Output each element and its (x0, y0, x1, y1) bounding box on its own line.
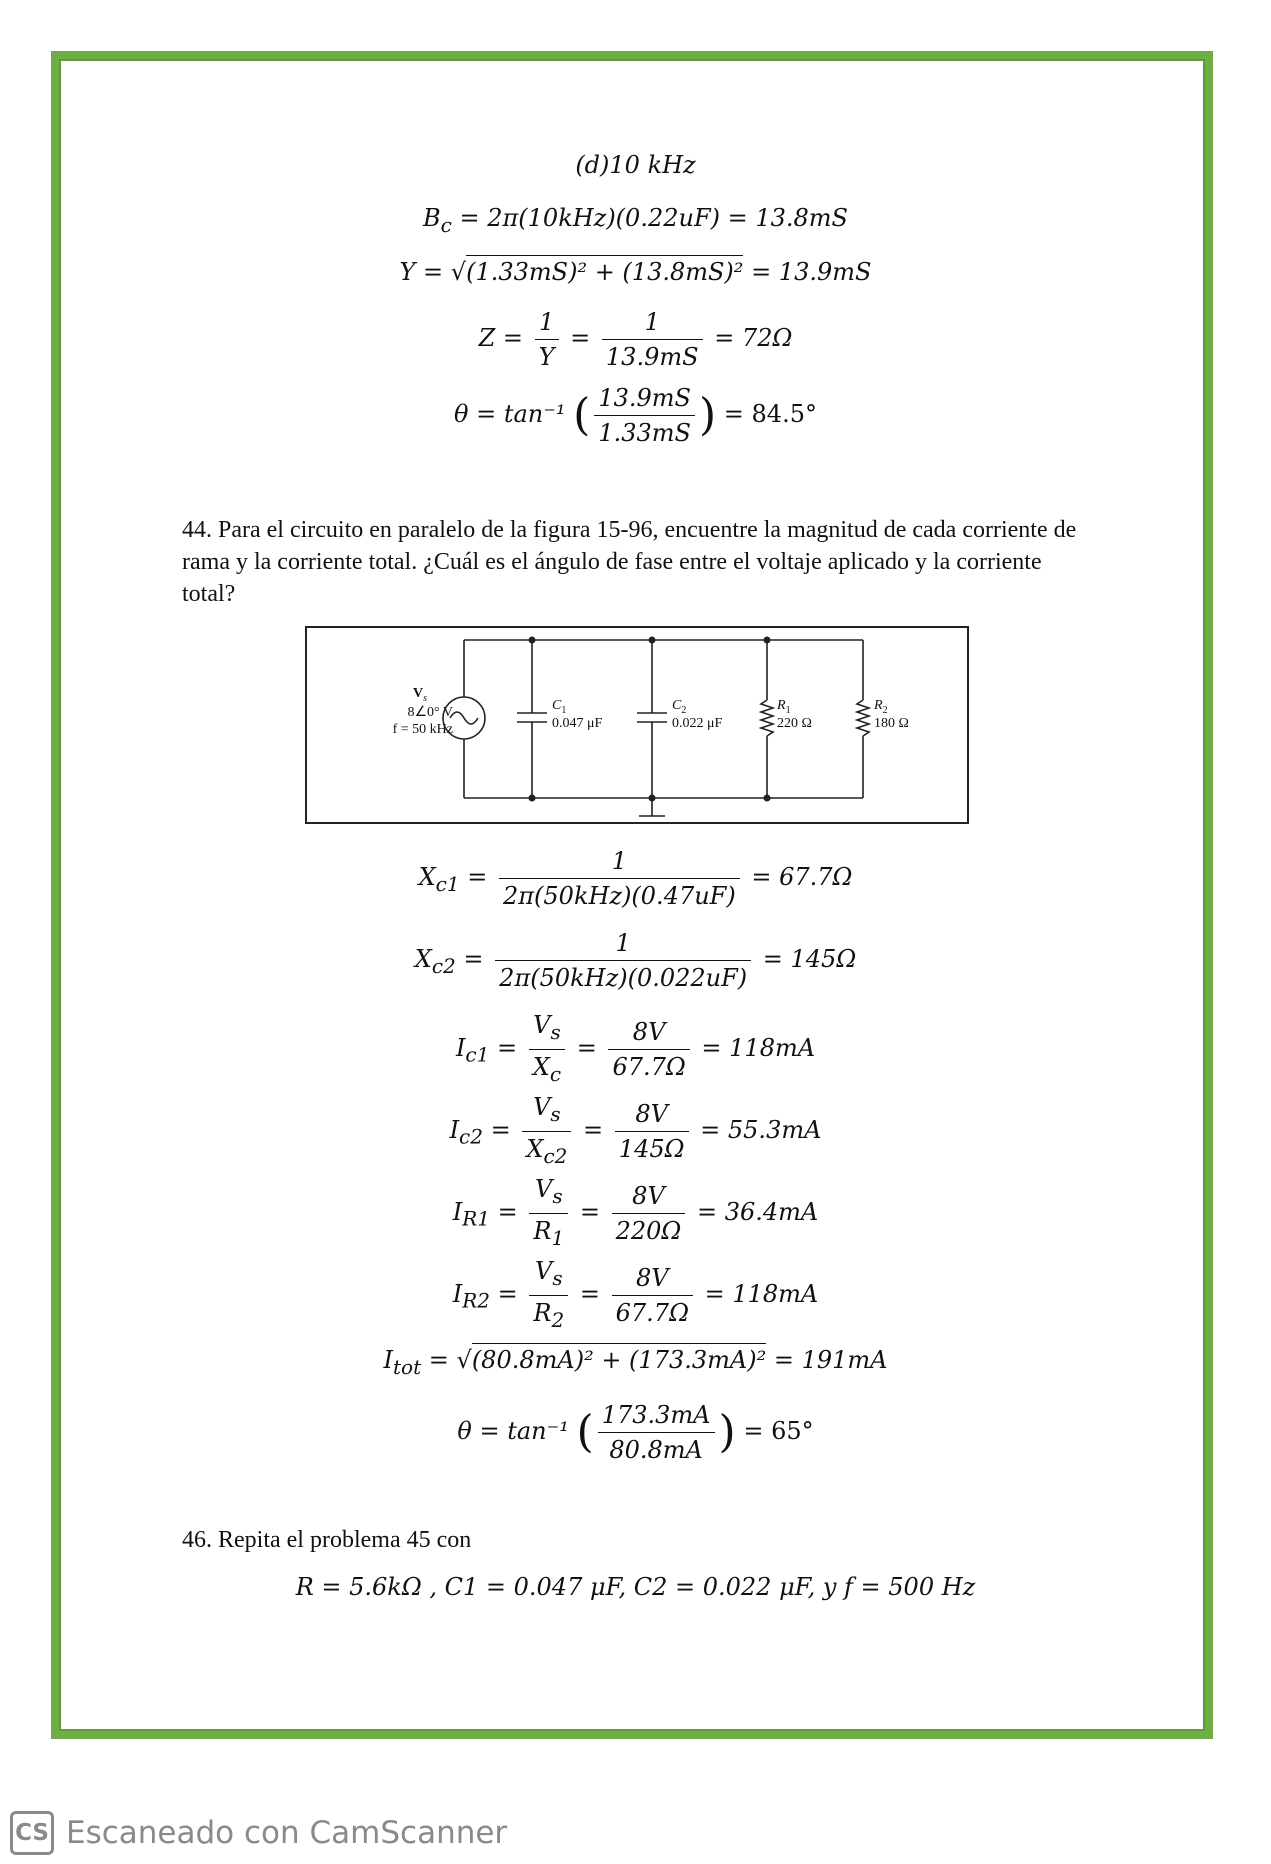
r1-label: $R_1$ (777, 698, 791, 716)
r2-label: $R_2$ (874, 698, 888, 716)
xc1-equation: $X_{c1}$ = $\frac{1}{\text{2π(50kHz)(0.47uF)}}$ = 67.7Ω (418, 847, 853, 910)
r2-value: 180 Ω (874, 716, 909, 731)
ir2-equation: $I_{R2}$ = $\frac{V_s}{R_2}$ = $\frac{8V}{67.7\Omega}$ = 118mA (452, 1257, 819, 1332)
ic1-equation: $I_{c1}$ = $\frac{V_s}{X_c}$ = $\frac{8V}{67.7\Omega}$ = 118mA (455, 1011, 816, 1086)
xc2-equation: $X_{c2}$ = $\frac{1}{\text{2π(50kHz)(0.022uF)}}$ = 145Ω (414, 929, 857, 992)
part-d-heading: (d)10 kHz (575, 151, 696, 179)
circuit-diagram (305, 626, 969, 824)
itot-equation: $I_{tot} = √(80.8mA)^2 + (173.3mA)^2 = 191mA$ (0, 1345, 1271, 1382)
camscanner-logo-icon: CS (10, 1811, 54, 1855)
bc-equation: $B_c = 2\pi(10kHz)(0.22uF) = 13.8mS$ (423, 204, 848, 237)
ir1-equation: $I_{R1}$ = $\frac{V_s}{R_1}$ = $\frac{8V}{220\Omega}$ = 36.4mA (452, 1175, 819, 1250)
c2-value: 0.022 μF (672, 716, 723, 731)
c1-label: $C_1$ (552, 698, 567, 716)
problem-44-text: 44. Para el circuito en paralelo de la figura 15-96, encuentre la magnitud de cada corriente de rama y la corriente total. ¿Cuál es el ángulo de fase entre el voltaje aplicado y la corriente total? (182, 517, 1077, 607)
theta-equation-44: θ = tan⁻¹ ( $\frac{173.3mA}{80.8mA}$ ) = 65° (457, 1401, 814, 1464)
camscanner-text: Escaneado con CamScanner (66, 1815, 508, 1851)
c2-label: $C_2$ (672, 698, 687, 716)
problem-46-values: R = 5.6kΩ , C1 = 0.047 μF, C2 = 0.022 μF, y f = 500 Hz (295, 1573, 976, 1601)
theta-equation-d: θ = tan⁻¹ ( $\frac{13.9mS}{1.33mS}$ ) = 84.5° (454, 384, 817, 447)
source-value: 8∠0° V (407, 705, 453, 720)
y-equation: Y = √(1.33mS)² + (13.8mS)² = 13.9mS (0, 257, 1271, 287)
problem-46-text: 46. Repita el problema 45 con (182, 1527, 472, 1553)
ic2-equation: $I_{c2}$ = $\frac{V_s}{X_{c2}}$ = $\frac{8V}{145\Omega}$ = 55.3mA (449, 1093, 822, 1168)
z-equation: Z = $\frac{1}{Y}$ = $\frac{1}{13.9mS}$ = 72Ω (478, 308, 793, 371)
r1-value: 220 Ω (777, 716, 812, 731)
source-label: $V_s$ (413, 686, 428, 704)
camscanner-watermark (10, 1808, 507, 1858)
c1-value: 0.047 μF (552, 716, 603, 731)
source-frequency: f = 50 kHz (392, 722, 453, 737)
